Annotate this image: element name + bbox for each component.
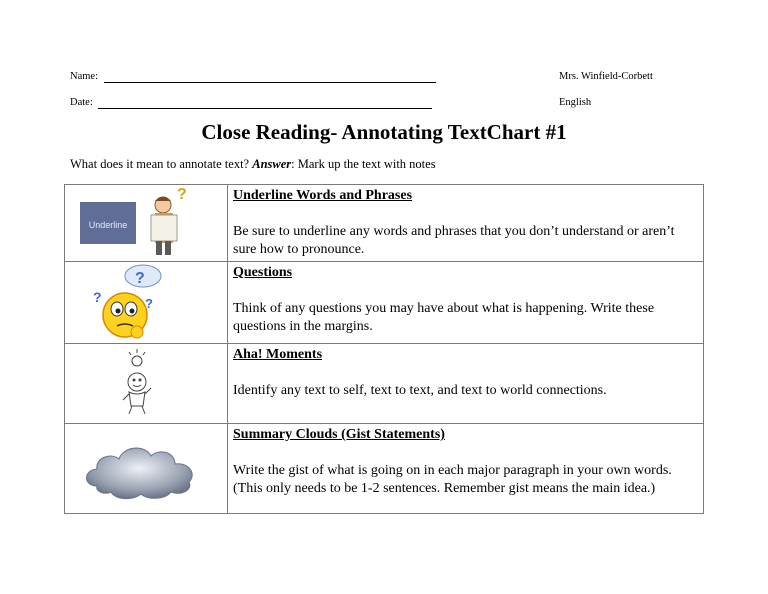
image-cell [65, 344, 228, 424]
row-body: Identify any text to self, text to text, and text to world connections. [233, 383, 607, 398]
image-cell [65, 185, 228, 262]
annotation-chart [64, 184, 704, 514]
text-cell [228, 344, 704, 424]
row-heading: Questions [233, 265, 293, 280]
row-body: Be sure to underline any words and phrases that you don’t understand or aren’t sure how to pronounce. [233, 224, 675, 257]
underline-image-label: Underline [88, 220, 128, 230]
intro-answer-text: : Mark up the text with notes [291, 157, 436, 171]
table-row [65, 185, 704, 262]
table-row [65, 424, 704, 514]
svg-text:?: ? [177, 186, 187, 203]
image-cell [65, 262, 228, 344]
thinking-face-icon [65, 262, 227, 343]
intro-question: What does it mean to annotate text? [70, 157, 250, 171]
page-title: Close Reading- Annotating TextChart #1 [201, 120, 567, 144]
image-cell [65, 424, 228, 514]
svg-text:?: ? [93, 289, 102, 305]
lightbulb-idea-icon [65, 344, 227, 423]
row-body: Think of any questions you may have about what is happening. Write these questions in the margins. [233, 301, 655, 334]
date-field[interactable] [98, 97, 432, 109]
row-heading: Aha! Moments [233, 347, 323, 362]
name-line [70, 71, 436, 83]
text-cell [228, 262, 704, 344]
subject-name: English [559, 97, 592, 108]
cloud-icon [65, 424, 227, 513]
date-label: Date: [70, 97, 93, 108]
table-row [65, 262, 704, 344]
name-label: Name: [70, 71, 98, 82]
row-heading: Underline Words and Phrases [233, 188, 413, 203]
underline-person-icon [65, 185, 227, 261]
teacher-name: Mrs. Winfield-Corbett [559, 71, 653, 82]
svg-text:?: ? [145, 296, 153, 311]
svg-text:?: ? [135, 270, 145, 287]
text-cell [228, 185, 704, 262]
intro-answer-label: Answer [252, 157, 292, 171]
name-field[interactable] [104, 71, 436, 83]
row-heading: Summary Clouds (Gist Statements) [233, 427, 445, 442]
intro-line [70, 157, 436, 172]
row-body: Write the gist of what is going on in each major paragraph in your own words. (This only needs to be 1-2 sentences. Remember gist means the main idea.) [233, 463, 672, 496]
table-row [65, 344, 704, 424]
date-line [70, 97, 432, 109]
text-cell [228, 424, 704, 514]
